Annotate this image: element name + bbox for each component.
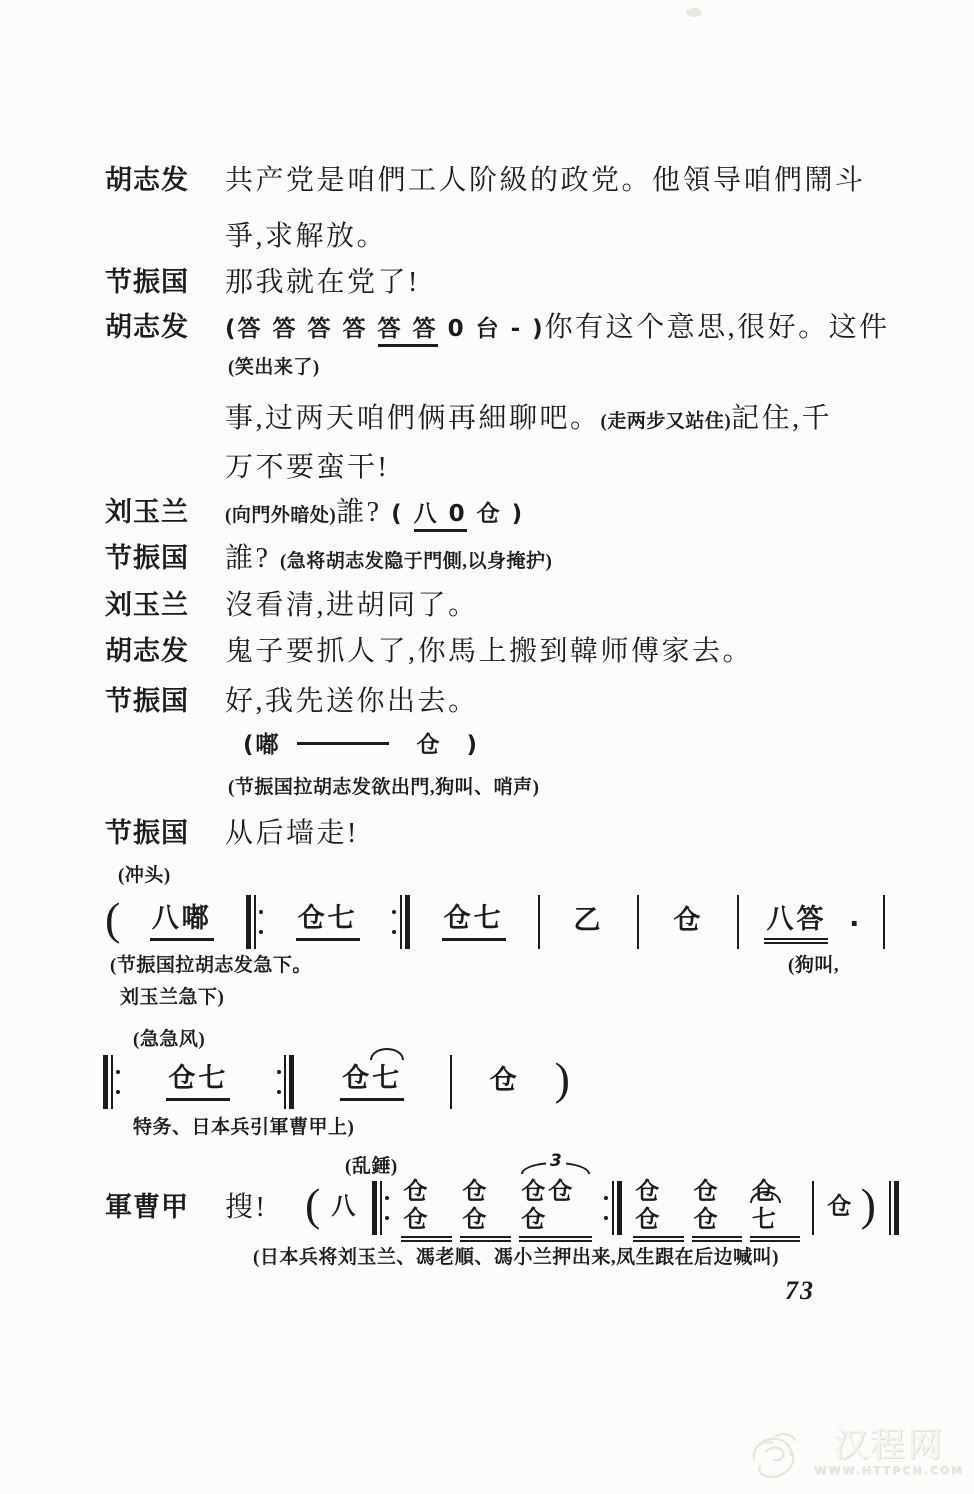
notation-measure (325, 1193, 364, 1224)
dialogue-text: 你有这个意思,很好。这件 (544, 312, 890, 343)
speaker-name: 刘玉兰 (105, 497, 189, 528)
notation-measure (629, 1178, 804, 1238)
dialogue-line (225, 163, 866, 199)
dialogue-text: 記住,千 (731, 403, 833, 434)
dialogue-text: 事,过两天咱們俩再細聊吧。 (225, 403, 601, 434)
script-line (225, 401, 832, 437)
notation-measure (647, 905, 730, 939)
dialogue-line (225, 541, 552, 577)
barline-bar (881, 895, 886, 949)
stage-direction: 刘玉兰急下) (120, 987, 225, 1008)
stage-direction: (冲头) (118, 865, 171, 886)
barline-ropen (101, 1055, 122, 1109)
script-line (788, 954, 839, 979)
stage-direction: (急急风) (133, 1029, 206, 1050)
percussion-syllable-group: 仓七 (750, 1178, 800, 1238)
percussion-inline: 仓 ) (416, 732, 480, 758)
dialogue-line (225, 265, 420, 301)
percussion-inline: 八 0 (414, 501, 467, 532)
repeat-dots (392, 895, 396, 949)
stage-direction: (节振国拉胡志发欲出門,狗叫、哨声) (228, 777, 540, 798)
dialogue-text: 那我就在党了! (225, 267, 420, 298)
repeat-dots (116, 1055, 120, 1109)
notation-measure (271, 903, 384, 940)
percussion-inline: 仓 ) (466, 501, 525, 527)
percussion-syllable-group: 仓仓 (401, 1178, 452, 1238)
dialogue-text: 沒看清,进胡同了。 (225, 590, 479, 621)
dialogue-text: 鬼子要抓人了,你馬上搬到韓师傅家去。 (225, 636, 754, 667)
page-number: 73 (785, 1276, 815, 1305)
stage-direction: 特务、日本兵引軍曹甲上) (133, 1117, 355, 1138)
long-dash (297, 742, 389, 745)
speaker-name: 节振国 (105, 818, 189, 849)
percussion-inline: 答 答 (378, 316, 438, 347)
notation-measure (747, 904, 875, 940)
repeat-dots (277, 1055, 281, 1109)
watermark-logo-icon (746, 1422, 810, 1482)
percussion-inline: 0 台 - ) (437, 316, 545, 342)
dialogue-text: 誰? (225, 543, 280, 574)
open-paren: ( (105, 893, 121, 945)
stage-direction: (向門外暗处) (225, 505, 337, 526)
speaker-name: 节振国 (105, 686, 189, 717)
notation-measure (821, 1193, 855, 1224)
script-line (133, 1116, 354, 1141)
percussion-inline: (嘟 (243, 732, 281, 758)
notation-measure (547, 905, 630, 939)
barline-bar (736, 895, 741, 949)
close-paren: ) (554, 1053, 570, 1105)
dialogue-text: 誰? (336, 497, 392, 528)
fermata-mark: 七 (372, 1063, 403, 1095)
notation-measure (460, 1065, 550, 1099)
repeat-dots (259, 895, 263, 949)
script-line (225, 219, 387, 255)
percussion-inline: (答 答 答 答 (225, 316, 378, 342)
notation-measure (125, 903, 238, 940)
percussion-syllable-group: 仓 (827, 1191, 855, 1220)
speaker-name: 节振国 (105, 267, 189, 298)
tuplet-group (515, 1150, 596, 1238)
percussion-syllable-group: 八答 (764, 904, 828, 940)
dialogue-text: 好,我先送你出去。 (225, 686, 479, 717)
percussion-inline: ( (391, 501, 414, 527)
barline-ropen (244, 895, 265, 949)
scan-smudge (686, 8, 702, 17)
barline-final (887, 1181, 900, 1235)
percussion-syllable-group: 仓七 (166, 1063, 230, 1100)
script-line (118, 864, 171, 889)
script-line (110, 954, 312, 979)
open-paren: ( (305, 1179, 321, 1231)
speaker-name: 刘玉兰 (105, 590, 189, 621)
percussion-syllable-group: 仓 (673, 904, 704, 936)
speaker-name: 軍曹甲 (105, 1192, 189, 1223)
barline-bar (536, 895, 541, 949)
speaker-name: 节振国 (105, 543, 189, 574)
percussion-syllable-group: 仓仓 (692, 1178, 742, 1238)
barline-ropen (370, 1181, 391, 1235)
speaker-name: 胡志发 (105, 636, 189, 667)
fermata-mark: 七 (751, 1204, 779, 1233)
stage-direction: (急将胡志发隐于門側,以身掩护) (279, 551, 553, 572)
repeat-dots (604, 1181, 608, 1235)
dialogue-text: 爭,求解放。 (225, 221, 388, 252)
stage-direction: (狗叫, (788, 955, 840, 976)
stage-direction: (走两步又站住) (600, 411, 732, 432)
repeat-dots (385, 1181, 389, 1235)
percussion-syllable-group: 乙 (573, 904, 604, 936)
barline-bar (636, 895, 641, 949)
dialogue-line (225, 634, 753, 670)
percussion-syllable-group: 八 (331, 1191, 359, 1220)
percussion-syllable-group: 八嘟 (150, 903, 214, 940)
script-line (120, 986, 224, 1011)
script-line (228, 776, 539, 801)
dialogue-line (225, 495, 524, 531)
dialogue-line (225, 816, 359, 852)
percussion-syllable-group: 仓仓 (633, 1178, 683, 1238)
tuplet-number: 3 (546, 1153, 566, 1170)
barline-rclose (275, 1055, 296, 1109)
percussion-syllable-group: 仓 (489, 1064, 520, 1096)
stage-direction: (笑出来了) (228, 357, 320, 378)
dialogue-text: 从后墙走! (225, 818, 359, 849)
watermark-site-name: 汉程网 (833, 1424, 945, 1465)
script-line (228, 356, 320, 381)
notation-line-jijifeng (95, 1050, 575, 1114)
dialogue-line (225, 684, 479, 720)
barline-bar (810, 1181, 815, 1235)
percussion-syllable-group: 仓七 (296, 903, 360, 940)
speaker-name: 胡志发 (105, 312, 189, 343)
script-line (243, 731, 479, 761)
script-line (133, 1028, 205, 1053)
dialogue-line (225, 310, 890, 346)
notation-measure (302, 1063, 443, 1100)
percussion-syllable-group: 仓仓 (460, 1178, 511, 1238)
dot-suffix: · (849, 909, 860, 941)
close-paren: ) (860, 1179, 876, 1231)
watermark-site-url: WWW.HTTPCN.COM (813, 1464, 964, 1478)
notation-measure (397, 1150, 596, 1238)
percussion-syllable-group: 仓仓仓 (519, 1178, 592, 1238)
dialogue-text: 搜! (225, 1192, 268, 1223)
stage-direction: (乱錘) (345, 1156, 398, 1177)
barline-rclose (602, 1181, 623, 1235)
speaker-name: 胡志发 (105, 165, 189, 196)
dialogue-text: 万不要蛮干! (225, 452, 390, 483)
script-line (225, 450, 389, 486)
stage-direction: (日本兵将刘玉兰、馮老順、馮小兰押出来,凤生跟在后边喊叫) (253, 1247, 779, 1268)
barline-rclose (390, 895, 411, 949)
script-line (253, 1246, 779, 1271)
percussion-syllable-group: 仓七 (340, 1063, 404, 1100)
notation-line-chongtou (100, 890, 892, 954)
barline-bar (449, 1055, 454, 1109)
dialogue-text: 共产党是咱們工人阶級的政党。他領导咱們鬧斗 (225, 165, 866, 196)
watermark (746, 1422, 964, 1482)
dialogue-line (225, 588, 479, 624)
percussion-syllable-group: 仓七 (442, 903, 506, 940)
notation-measure (417, 903, 530, 940)
stage-direction: (节振国拉胡志发急下。 (110, 955, 312, 976)
notation-measure (128, 1063, 269, 1100)
dialogue-line (225, 1190, 267, 1226)
